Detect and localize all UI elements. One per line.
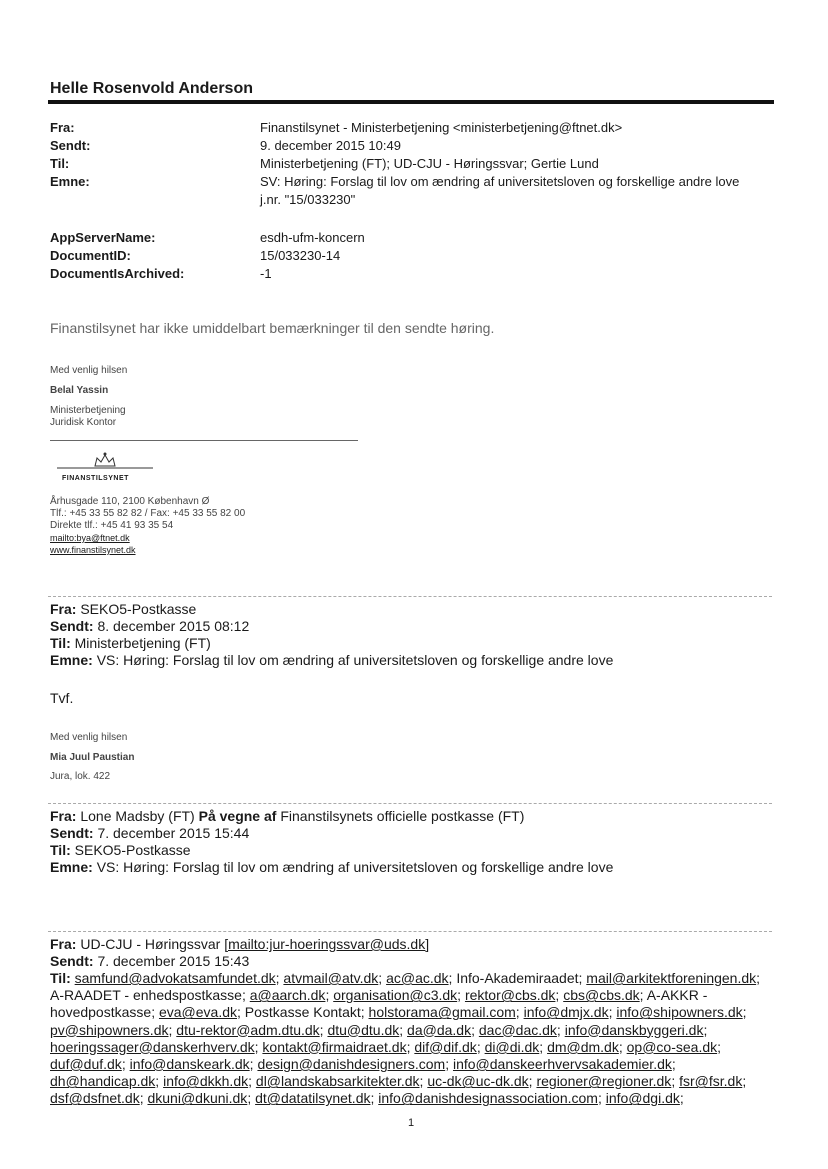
recipient-link[interactable]: dkuni@dkuni.dk <box>147 1090 248 1107</box>
recipient-link[interactable]: holstorama@gmail.com <box>368 1004 516 1021</box>
sent-value: 9. december 2015 10:49 <box>260 138 401 153</box>
msg2-to: Ministerbetjening (FT) <box>74 635 211 651</box>
msg2-subject-label: Emne: <box>50 652 93 668</box>
subject-label: Emne: <box>50 174 90 189</box>
msg3-sent-label: Sendt: <box>50 825 94 841</box>
recipient-link[interactable]: dt@datatilsynet.dk <box>255 1090 371 1107</box>
recipient-name: hovedpostkasse <box>50 1004 152 1021</box>
subject-value: SV: Høring: Forslag til lov om ændring af universitetsloven og forskellige andre love <box>260 174 740 189</box>
msg2-from: SEKO5-Postkasse <box>80 601 197 617</box>
recipient-name: Postkasse Kontakt <box>244 1004 361 1021</box>
recipient-link[interactable]: dtu@dtu.dk <box>327 1021 400 1038</box>
msg3-subject-label: Emne: <box>50 859 93 875</box>
recipient-name: A-AKKR - <box>646 987 708 1004</box>
msg4-from: UD-CJU - Høringssvar <box>80 936 221 952</box>
recipient-link[interactable]: dac@dac.dk <box>478 1021 557 1038</box>
recipient-link[interactable]: dsf@dsfnet.dk <box>50 1090 140 1107</box>
recipient-link[interactable]: hoeringssager@danskerhverv.dk <box>50 1038 255 1055</box>
recipient-link[interactable]: di@di.dk <box>484 1038 540 1055</box>
sent-label: Sendt: <box>50 138 91 153</box>
msg3-from: Lone Madsby (FT) <box>80 808 195 824</box>
msg2-name: Mia Juul Paustian <box>50 752 135 763</box>
recipient-link[interactable]: eva@eva.dk <box>158 1004 238 1021</box>
to-value: Ministerbetjening (FT); UD-CJU - Høringssvar; Gertie Lund <box>260 156 599 171</box>
recipient-link[interactable]: atvmail@atv.dk <box>283 970 379 986</box>
sig-name: Belal Yassin <box>50 385 109 396</box>
sig-phone: Tlf.: +45 33 55 82 82 / Fax: +45 33 55 82 00 <box>50 508 246 519</box>
msg2-location: Jura, lok. 422 <box>50 771 111 782</box>
recipient-link[interactable]: design@danishdesigners.com <box>257 1056 446 1073</box>
msg2-header <box>50 601 770 669</box>
recipient-link[interactable]: dh@handicap.dk <box>50 1073 156 1090</box>
msg2-body: Tvf. <box>50 690 74 706</box>
sig-dept: Ministerbetjening <box>50 405 126 416</box>
recipient-link[interactable]: dif@dif.dk <box>414 1038 477 1055</box>
recipient-link[interactable]: info@danishdesignassociation.com <box>378 1090 598 1107</box>
from-value: Finanstilsynet - Ministerbetjening <ministerbetjening@ftnet.dk> <box>260 120 623 135</box>
msg3-subject: VS: Høring: Forslag til lov om ændring af universitetsloven og forskellige andre love <box>96 859 614 875</box>
app-server-label: AppServerName: <box>50 230 156 245</box>
document-title: Helle Rosenvold Anderson <box>50 80 253 97</box>
subject-ref: j.nr. "15/033230" <box>260 192 356 207</box>
document-id-label: DocumentID: <box>50 248 131 263</box>
recipient-link[interactable]: mail@arkitektforeningen.dk <box>586 970 757 986</box>
recipient-link[interactable]: ac@ac.dk <box>386 970 449 986</box>
message-divider <box>48 803 772 804</box>
msg4-sent-label: Sendt: <box>50 953 94 969</box>
msg3-to-label: Til: <box>50 842 71 858</box>
sig-web-link[interactable]: www.finanstilsynet.dk <box>50 545 136 555</box>
msg4-header <box>50 936 770 970</box>
page-number: 1 <box>408 1117 415 1129</box>
msg2-sent-label: Sendt: <box>50 618 94 634</box>
recipient-link[interactable]: dtu-rektor@adm.dtu.dk <box>176 1021 320 1038</box>
recipient-link[interactable]: kontakt@firmaidraet.dk <box>262 1038 407 1055</box>
recipient-link[interactable]: info@dkkh.dk <box>163 1073 249 1090</box>
message-divider <box>48 931 772 932</box>
sig-greeting: Med venlig hilsen <box>50 365 128 376</box>
msg2-to-label: Til: <box>50 635 71 651</box>
msg3-sent: 7. december 2015 15:44 <box>97 825 250 841</box>
msg2-subject: VS: Høring: Forslag til lov om ændring af universitetsloven og forskellige andre love <box>96 652 614 668</box>
signature-divider <box>50 440 358 441</box>
recipient-link[interactable]: info@dmjx.dk <box>523 1004 609 1021</box>
msg3-behalf-label: På vegne af <box>198 808 277 824</box>
sig-office: Juridisk Kontor <box>50 417 117 428</box>
msg4-from-label: Fra: <box>50 936 77 952</box>
recipient-link[interactable]: info@shipowners.dk <box>616 1004 743 1021</box>
archived-value: -1 <box>260 266 272 281</box>
recipient-list: Til: samfund@advokatsamfundet.dk; atvmail@atv.dk; ac@ac.dk; Info-Akademiraadet; mail@arkitektforeningen.dk; A-RAADET - enhedspostkasse; a@aarch.dk; organisation@c3.dk; rektor@cbs.dk; cbs@cbs.dk; A-AKKR - hovedpostkasse; eva@eva.dk; Postkasse Kontakt; holstorama@gmail.com; info@dmjx.dk; info@shipowners.dk; pv@shipowners.dk; dtu-rektor@adm.dtu.dk; dtu@dtu.dk; da@da.dk; dac@dac.dk; info@danskbyggeri.dk; hoeringssager@danskerhverv.dk; kontakt@firmaidraet.dk; dif@dif.dk; di@di.dk; dm@dm.dk; op@co-sea.dk; duf@duf.dk; info@danskeark.dk; design@danishdesigners.com; info@danskeerhvervsakademier.dk; dh@handicap.dk; info@dkkh.dk; dl@landskabsarkitekter.dk; uc-dk@uc-dk.dk; regioner@regioner.dk; fsr@fsr.dk; dsf@dsfnet.dk; dkuni@dkuni.dk; dt@datatilsynet.dk; info@danishdesignassociation.com; info@dgi.dk; <box>50 970 761 1107</box>
from-label: Fra: <box>50 120 75 135</box>
recipient-name: A-RAADET - enhedspostkasse <box>50 987 242 1004</box>
recipient-link[interactable]: a@aarch.dk <box>249 987 326 1004</box>
to-label: Til: <box>50 156 70 171</box>
recipient-link[interactable]: organisation@c3.dk <box>333 987 458 1004</box>
document-id-value: 15/033230-14 <box>260 248 341 263</box>
recipient-link[interactable]: dl@landskabsarkitekter.dk <box>255 1073 420 1090</box>
recipient-link[interactable]: uc-dk@uc-dk.dk <box>427 1073 529 1090</box>
recipient-link[interactable]: op@co-sea.dk <box>626 1038 718 1055</box>
recipient-link[interactable]: samfund@advokatsamfundet.dk <box>74 970 276 986</box>
msg4-sent: 7. december 2015 15:43 <box>97 953 250 969</box>
title-rule <box>48 100 774 104</box>
recipient-link[interactable]: dm@dm.dk <box>547 1038 619 1055</box>
recipient-link[interactable]: info@danskeark.dk <box>129 1056 250 1073</box>
logo-wordmark: FINANSTILSYNET <box>62 475 129 482</box>
msg2-from-label: Fra: <box>50 601 77 617</box>
recipient-link[interactable]: info@dgi.dk <box>605 1090 680 1107</box>
msg4-from-mail-link[interactable]: [mailto:jur-hoeringssvar@uds.dk] <box>224 936 430 952</box>
recipient-name: Info-Akademiraadet <box>456 970 579 986</box>
recipient-link[interactable]: pv@shipowners.dk <box>50 1021 169 1038</box>
msg3-header <box>50 808 770 876</box>
sig-address: Århusgade 110, 2100 København Ø <box>50 496 210 507</box>
app-server-value: esdh-ufm-koncern <box>260 230 365 245</box>
recipient-link[interactable]: regioner@regioner.dk <box>536 1073 672 1090</box>
msg2-sent: 8. december 2015 08:12 <box>97 618 250 634</box>
msg3-from-label: Fra: <box>50 808 77 824</box>
message-body: Finanstilsynet har ikke umiddelbart bemærkninger til den sendte høring. <box>50 320 495 336</box>
msg3-to: SEKO5-Postkasse <box>74 842 191 858</box>
recipient-link[interactable]: duf@duf.dk <box>50 1056 122 1073</box>
msg3-behalf: Finanstilsynets officielle postkasse (FT) <box>280 808 525 824</box>
msg2-greeting: Med venlig hilsen <box>50 732 128 743</box>
recipient-link[interactable]: info@danskbyggeri.dk <box>564 1021 704 1038</box>
sig-mail-link[interactable]: mailto:bya@ftnet.dk <box>50 533 130 543</box>
message-divider <box>48 596 772 597</box>
recipient-link[interactable]: info@danskeerhvervsakademier.dk <box>452 1056 672 1073</box>
msg4-to-label: Til: <box>50 970 71 986</box>
recipient-link[interactable]: rektor@cbs.dk <box>464 987 556 1004</box>
recipient-link[interactable]: da@da.dk <box>407 1021 472 1038</box>
recipient-link[interactable]: fsr@fsr.dk <box>679 1073 743 1090</box>
sig-direct: Direkte tlf.: +45 41 93 35 54 <box>50 520 174 531</box>
recipient-link[interactable]: cbs@cbs.dk <box>563 987 640 1004</box>
finanstilsynet-logo <box>55 450 155 489</box>
archived-label: DocumentIsArchived: <box>50 266 185 281</box>
